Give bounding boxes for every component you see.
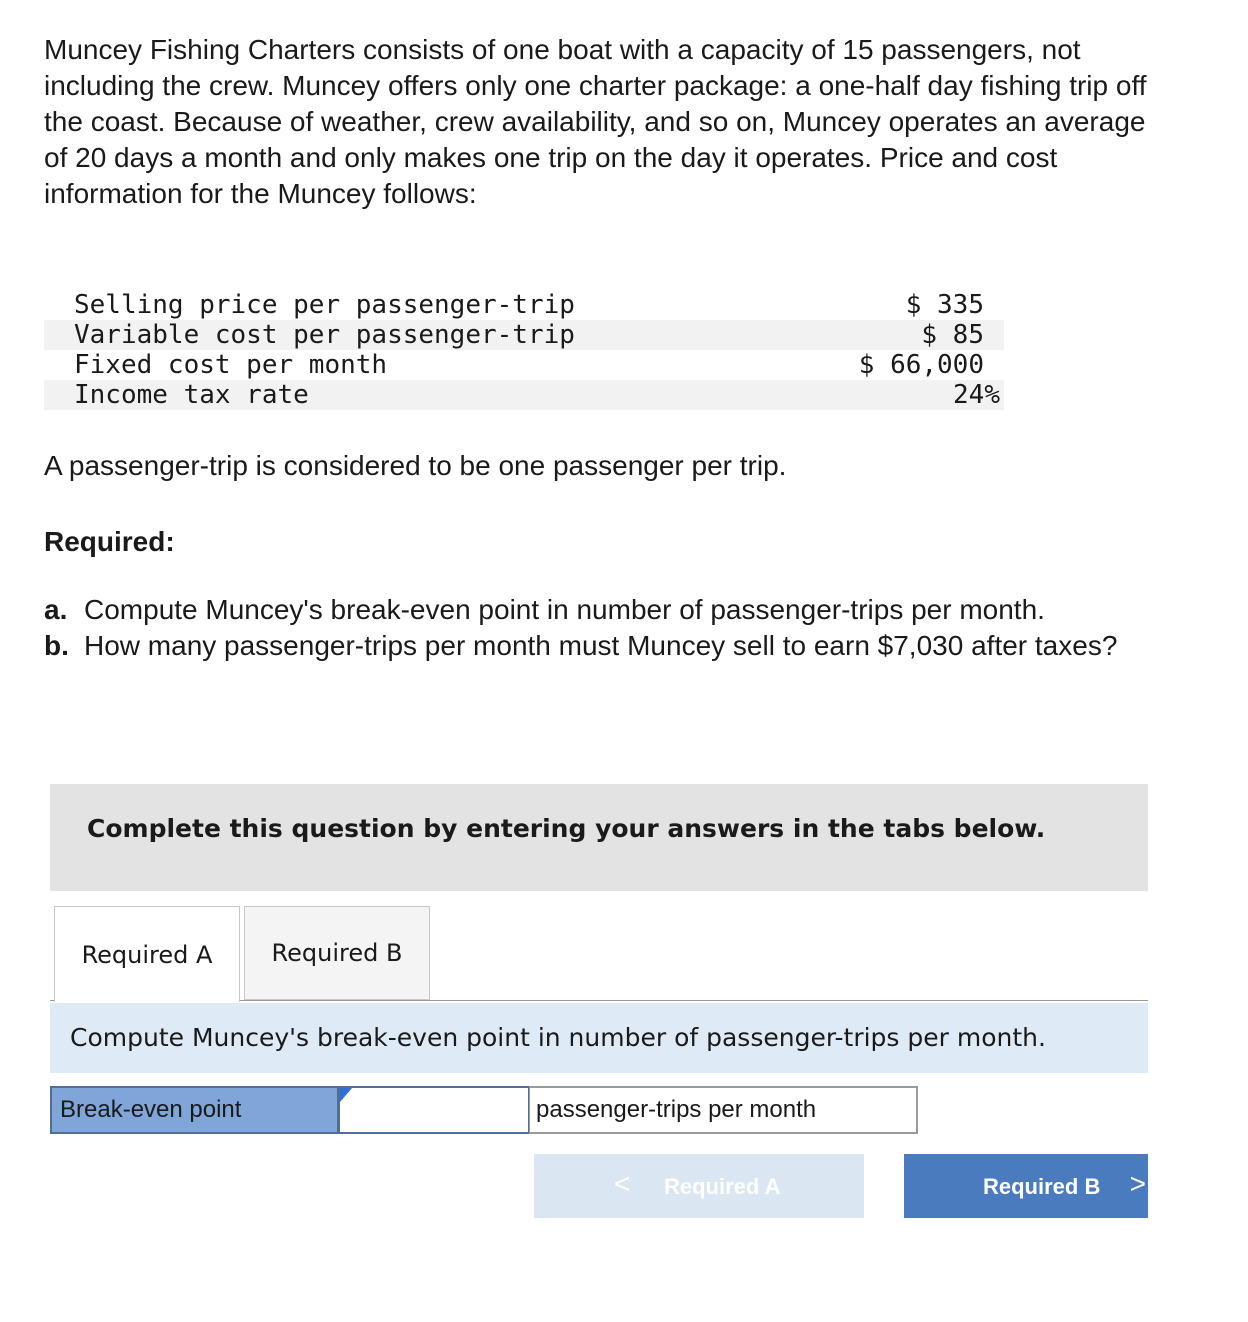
input-marker-icon xyxy=(340,1088,352,1102)
row-value: $ 66,000 xyxy=(858,350,984,380)
requirement-letter: a. xyxy=(44,594,68,625)
requirement-text: How many passenger-trips per month must Muncey sell to earn $7,030 after taxes? xyxy=(84,630,1118,661)
table-row xyxy=(44,290,1004,320)
requirements-list xyxy=(44,592,1144,664)
requirement-letter: b. xyxy=(44,630,69,661)
required-heading: Required: xyxy=(44,526,175,557)
tab-prompt xyxy=(50,1003,1148,1073)
chevron-left-icon: < xyxy=(614,1168,631,1199)
next-button-label: Required B xyxy=(983,1174,1101,1199)
answer-row xyxy=(50,1086,918,1134)
table-row xyxy=(44,320,1004,350)
instruction-text: Complete this question by entering your answers in the tabs below. xyxy=(87,814,1046,843)
chevron-right-icon: > xyxy=(1129,1168,1146,1199)
table-row xyxy=(44,350,1004,380)
next-required-b-button[interactable] xyxy=(904,1154,1148,1218)
break-even-input[interactable] xyxy=(340,1088,528,1132)
prev-required-a-button[interactable] xyxy=(534,1154,864,1218)
cost-data-table xyxy=(44,290,1004,410)
answer-unit: passenger-trips per month xyxy=(529,1086,918,1134)
tab-label: Required A xyxy=(81,940,213,969)
answer-label: Break-even point xyxy=(50,1086,339,1134)
requirement-text: Compute Muncey's break-even point in number of passenger-trips per month. xyxy=(84,594,1045,625)
prompt-text: Compute Muncey's break-even point in number of passenger-trips per month. xyxy=(70,1023,1046,1052)
prev-button-label: Required A xyxy=(664,1174,781,1199)
tab-label: Required B xyxy=(271,939,403,967)
tab-required-a[interactable] xyxy=(54,906,240,1002)
passenger-trip-note: A passenger-trip is considered to be one passenger per trip. xyxy=(44,450,787,481)
list-item xyxy=(44,592,1144,628)
row-label: Variable cost per passenger-trip xyxy=(74,320,575,350)
row-label: Selling price per passenger-trip xyxy=(74,290,575,320)
row-value: 24% xyxy=(953,380,1000,410)
break-even-input-cell[interactable] xyxy=(338,1086,530,1134)
row-value: $ 85 xyxy=(921,320,984,350)
row-label: Income tax rate xyxy=(74,380,309,410)
problem-intro: Muncey Fishing Charters consists of one boat with a capacity of 15 passengers, not including the crew. Muncey offers only one charter package: a one-half day fishing trip off the coast. Because of weather, crew availability, and so on, Muncey operates an average of 20 days a month and only makes one trip on the day it operates. Price and cost information for the Muncey follows: xyxy=(44,34,1147,209)
list-item xyxy=(44,628,1144,664)
tab-required-b[interactable] xyxy=(244,906,430,1000)
row-value: $ 335 xyxy=(905,290,984,320)
table-row xyxy=(44,380,1004,410)
row-label: Fixed cost per month xyxy=(74,350,388,380)
instruction-banner xyxy=(50,784,1148,891)
